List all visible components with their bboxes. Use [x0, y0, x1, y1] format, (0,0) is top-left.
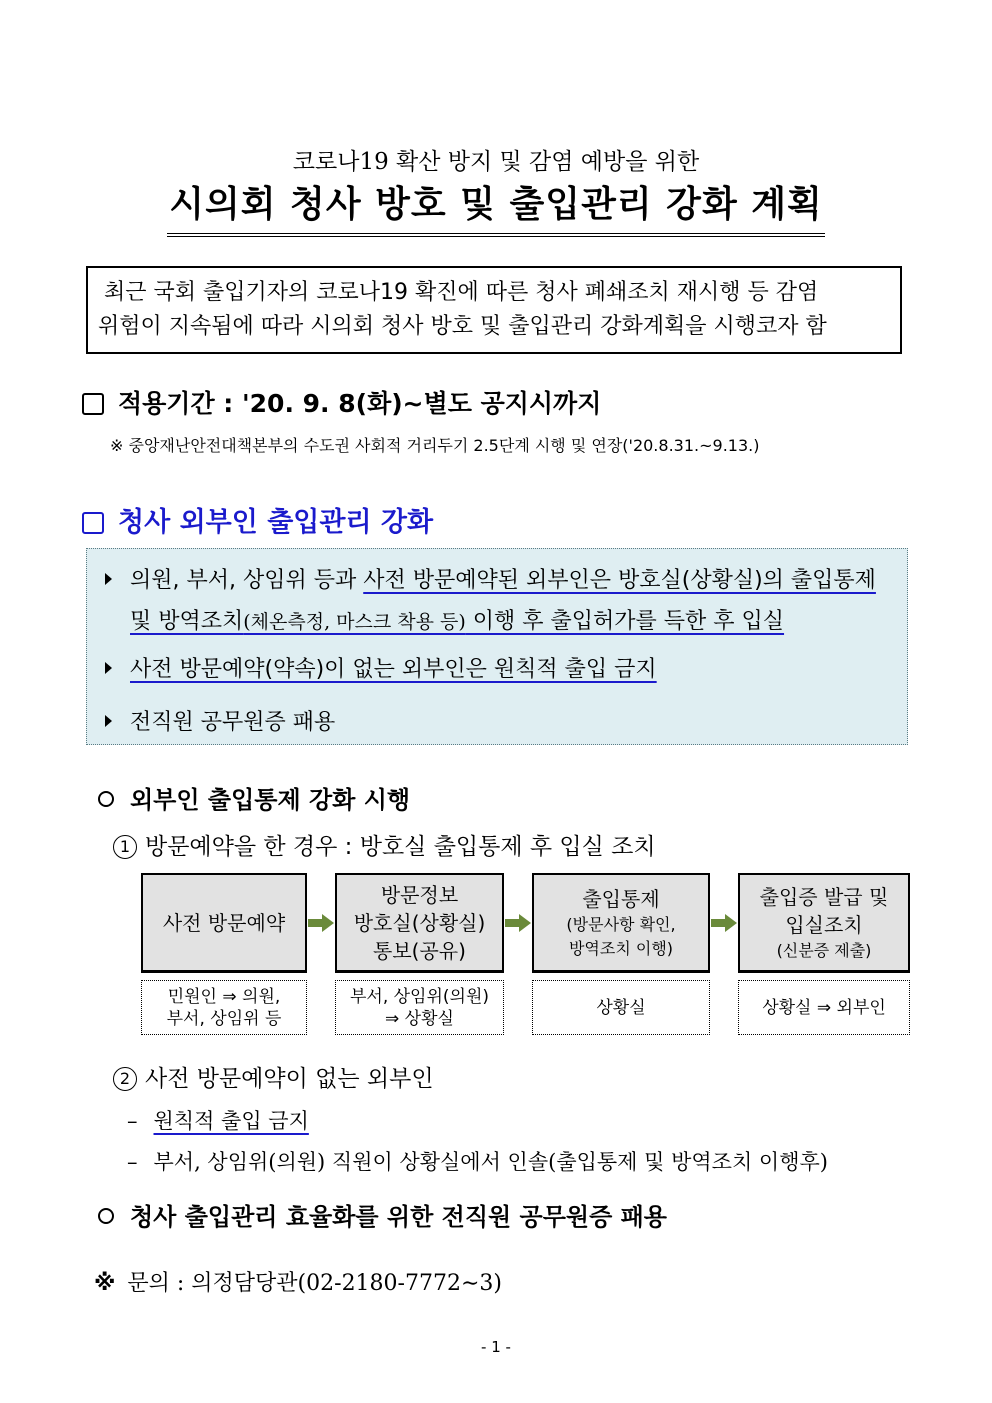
flow-actor-3	[532, 980, 710, 1035]
flow-actor-2-line-1: 부서, 상임위(의원)	[349, 986, 490, 1007]
page-number: - 1 -	[481, 1338, 511, 1356]
circled-number-1: 1	[113, 835, 137, 859]
flow-actor-1-line-1: 민원인 ⇒ 의원,	[167, 986, 281, 1007]
checkbox-square-icon	[82, 393, 104, 415]
flow-step-3-line-1: 출입통제	[582, 886, 660, 911]
rule-item-3	[105, 705, 335, 736]
case-2-item-2-text: 부서, 상임위(의원) 직원이 상황실에서 인솔(출입통제 및 방역조치 이행후)	[153, 1150, 828, 1174]
flow-actor-2-line-2: ⇒ 상황실	[385, 1008, 454, 1029]
summary-line-2: 위험이 지속됨에 따라 시의회 청사 방호 및 출입관리 강화계획을 시행코자 함	[98, 314, 827, 339]
rule-1-line2	[130, 609, 784, 634]
subsection-entry-control	[98, 780, 410, 815]
flow-actor-2	[335, 980, 504, 1035]
summary-box	[86, 266, 902, 354]
flow-step-1-line-1: 사전 방문예약	[162, 910, 286, 935]
access-rules-box	[86, 548, 908, 745]
contact-text: 문의 : 의정담당관(02-2180-7772∼3)	[127, 1271, 502, 1296]
rule-1-underlined: 사전 방문예약된 외부인은 방호실(상황실)의 출입통제	[363, 568, 876, 593]
case-2-item-1	[127, 1105, 309, 1135]
flow-step-2-line-3: 통보(공유)	[373, 938, 466, 963]
rule-item-2	[105, 652, 657, 683]
case-2-item-2	[127, 1146, 828, 1176]
dash-bullet: –	[127, 1109, 138, 1133]
document-subtitle: 코로나19 확산 방지 및 감염 예방을 위한	[292, 149, 700, 175]
case-2-heading	[113, 1060, 434, 1093]
document-title-wrap	[0, 176, 992, 237]
rule-1-line2-b: 이행 후 출입허가를 득한 후 입실	[465, 609, 785, 634]
flow-actor-1-line-2: 부서, 상임위 등	[166, 1008, 282, 1029]
case-1-label: 방문예약을 한 경우 : 방호실 출입통제 후 입실 조치	[145, 834, 656, 860]
flow-step-1	[141, 873, 307, 973]
circle-bullet-icon	[98, 1208, 114, 1224]
rule-1-prefix: 의원, 부서, 상임위 등과	[130, 568, 364, 593]
summary-line-1: 최근 국회 출입기자의 코로나19 확진에 따른 청사 폐쇄조치 재시행 등 감염	[104, 280, 819, 305]
case-2-item-1-text: 원칙적 출입 금지	[153, 1109, 309, 1133]
flow-step-3	[532, 873, 710, 973]
flow-actor-4-line-1: 상황실 ⇒ 외부인	[762, 997, 886, 1018]
document-title: 시의회 청사 방호 및 출입관리 강화 계획	[167, 176, 825, 237]
flow-step-4-note-1: (신분증 제출)	[776, 940, 872, 960]
flow-actor-4	[738, 980, 910, 1035]
bullet-triangle-icon	[105, 573, 112, 585]
subsection-id-badge	[98, 1197, 667, 1232]
circle-bullet-icon	[98, 791, 114, 807]
section-period	[82, 384, 601, 420]
flow-step-4-line-2: 입실조치	[785, 912, 863, 937]
arrow-right-icon	[711, 914, 737, 932]
flow-step-4	[738, 873, 910, 973]
rule-1-line2-a: 및 방역조치	[130, 609, 244, 634]
section-period-heading: 적용기간 : '20. 9. 8(화)∼별도 공지시까지	[118, 389, 602, 418]
bullet-triangle-icon	[105, 715, 112, 727]
contact-info	[94, 1266, 502, 1297]
case-2-label: 사전 방문예약이 없는 외부인	[145, 1066, 434, 1092]
subsection-entry-control-heading: 외부인 출입통제 강화 시행	[130, 786, 411, 814]
rule-3-text: 전직원 공무원증 패용	[130, 710, 336, 735]
flow-actor-1	[141, 980, 307, 1035]
rule-item-1	[105, 563, 876, 594]
case-1-heading	[113, 828, 656, 861]
flow-step-2-line-2: 방호실(상황실)	[353, 910, 486, 935]
flow-step-3-note-1: (방문사항 확인,	[566, 914, 676, 934]
circled-number-2: 2	[113, 1067, 137, 1091]
rule-item-1-cont	[130, 604, 784, 635]
flow-step-3-note-2: 방역조치 이행)	[568, 938, 674, 958]
rule-1-line2-paren: (체온측정, 마스크 착용 등)	[243, 611, 466, 633]
dash-bullet: –	[127, 1150, 138, 1174]
arrow-right-icon	[505, 914, 531, 932]
section-period-note: ※ 중앙재난안전대책본부의 수도권 사회적 거리두기 2.5단계 시행 및 연장('20.8.31.~9.13.)	[110, 436, 760, 455]
flow-step-4-line-1: 출입증 발급 및	[759, 884, 889, 909]
checkbox-square-icon	[82, 512, 104, 534]
bullet-triangle-icon	[105, 662, 112, 674]
section-access-heading: 청사 외부인 출입관리 강화	[118, 507, 434, 538]
subsection-id-badge-heading: 청사 출입관리 효율화를 위한 전직원 공무원증 패용	[130, 1203, 667, 1231]
flow-step-2-line-1: 방문정보	[380, 882, 459, 907]
flow-actor-3-line-1: 상황실	[596, 997, 646, 1018]
section-access	[82, 500, 433, 539]
reference-mark: ※	[94, 1271, 116, 1296]
arrow-right-icon	[308, 914, 334, 932]
rule-2-text: 사전 방문예약(약속)이 없는 외부인은 원칙적 출입 금지	[130, 657, 657, 682]
flow-step-2	[335, 873, 504, 973]
